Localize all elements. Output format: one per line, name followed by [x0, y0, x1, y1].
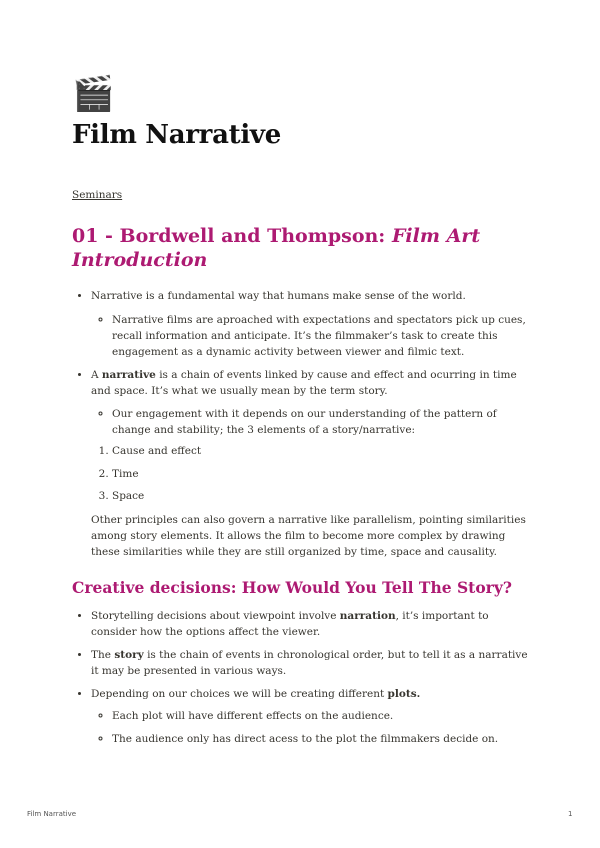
list-item: ◦ Each plot will have different effects on the audience. [112, 708, 532, 724]
numbered-item: 1. Cause and effect [112, 443, 532, 459]
list-item [91, 686, 532, 747]
list-item [91, 647, 532, 679]
list-item-text: Storytelling decisions about viewpoint involve [91, 610, 340, 622]
numbered-list [72, 443, 532, 504]
sub-bullet-list [91, 406, 532, 438]
numbered-item: 3. Space [112, 488, 532, 504]
list-item-text: A [91, 369, 102, 381]
sub-bullet-list [91, 708, 532, 747]
list-item [91, 288, 532, 360]
section-heading-bordwell [72, 224, 532, 272]
list-item: ◦ The audience only has direct acess to the plot the filmmakers decide on. [112, 731, 532, 747]
document-body [72, 224, 532, 747]
section-heading-italic: Film Art Introduction [72, 225, 481, 271]
list-item-text: Depending on our choices we will be creating different [91, 688, 388, 700]
breadcrumb-seminars-link[interactable]: Seminars [72, 189, 123, 201]
list-item: ◦ Our engagement with it depends on our understanding of the pattern of change and stability; the 3 elements of a story/narrative: [112, 406, 532, 438]
section-heading-creative-decisions: Creative decisions: How Would You Tell The Story? [72, 578, 512, 597]
bold-term-story: story [114, 649, 144, 661]
list-item [91, 367, 532, 438]
section-heading-prefix: 01 - Bordwell and Thompson: [72, 225, 392, 247]
list-item [91, 608, 532, 640]
footer-page-number: 1 [568, 810, 573, 818]
list-item-text: is the chain of events in chronological order, but to tell it as a narrative it may be presented in various ways. [91, 649, 528, 677]
paragraph: Other principles can also govern a narrative like parallelism, pointing similarities among story elements. It allows the film to become more complex by drawing these similarities while they are still organized by time, space and causality. [91, 514, 526, 558]
numbered-item: 2. Time [112, 466, 532, 482]
bold-term-narration: narration [339, 610, 396, 622]
bullet-list [72, 608, 532, 747]
list-item-text: The [91, 649, 115, 661]
sub-bullet-list [91, 312, 532, 360]
list-item-text: is a chain of events linked by cause and effect and ocurring in time and space. It’s what we usually mean by the term story. [91, 369, 517, 397]
bullet-list [72, 288, 532, 438]
bold-term-plots: plots. [387, 688, 421, 700]
footer-document-title: Film Narrative [27, 810, 77, 818]
page-title: Film Narrative [72, 120, 281, 150]
clapperboard-icon: 🎬 [72, 74, 115, 114]
list-item-text: Narrative is a fundamental way that humans make sense of the world. [91, 290, 466, 302]
list-item: ◦ Narrative films are aproached with expectations and spectators pick up cues, recall information and anticipate. It’s the filmmaker’s task to create this engagement as a dynamic activity between viewer and filmic text. [112, 312, 532, 360]
list-item-text: , it’s important to consider how the options affect the viewer. [91, 610, 489, 638]
bold-term-narrative: narrative [101, 369, 156, 381]
